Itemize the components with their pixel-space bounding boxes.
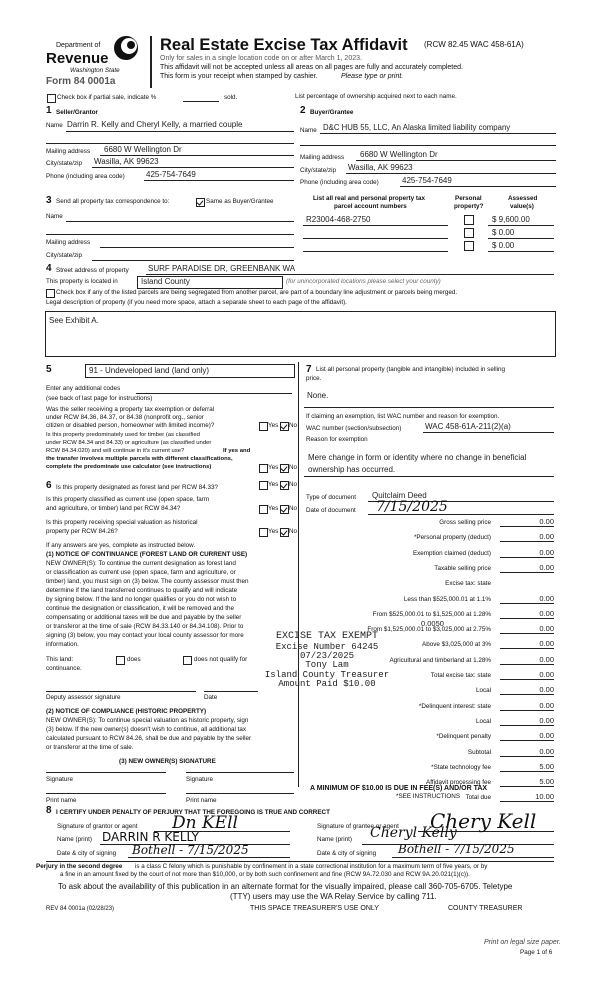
current-use-yes-label: Yes — [268, 505, 279, 512]
tax-row-value[interactable]: 0.00 — [539, 593, 554, 603]
reason-label: Reason for exemption — [306, 436, 368, 443]
grantor-print-name[interactable]: DARRIN R KELLY — [102, 830, 199, 844]
same-as-buyer-label: Same as Buyer/Grantee — [206, 198, 274, 205]
grantee-name-label: Name (print) — [317, 836, 352, 843]
timber-yes-label: Yes — [268, 464, 279, 471]
parcel-line-2 — [303, 238, 448, 239]
state-label: Washington State — [70, 67, 120, 74]
personal-property-checkbox-3[interactable] — [464, 241, 474, 251]
header-note-1: Only for sales in a single location code on or after March 1, 2023. — [160, 55, 362, 62]
footer-rule — [46, 861, 554, 862]
perjury-line-2: a fine in an amount fixed by the court of not more than $10,000, or by both such confinement and fine (RCW 9A.72.030 and RCW 9A.20.021(1)(c)). — [60, 871, 470, 878]
tax-row-label: Excise tax: state — [445, 580, 491, 588]
new-owner-print-name-label: Print name — [46, 797, 77, 804]
section-5-number: 5 — [46, 364, 52, 375]
tax-row-value[interactable]: 0.00 — [539, 670, 554, 679]
document-type-label: Type of document — [306, 494, 357, 501]
deputy-sig-line — [46, 691, 196, 692]
tax-row-label: Exemption claimed (deduct) — [412, 549, 491, 557]
tax-row-line — [500, 756, 554, 757]
new-owner-sig-line-2 — [186, 772, 294, 773]
tax-row-line — [500, 603, 554, 604]
unincorporated-note: (for unincorporated locations please select your county) — [286, 278, 441, 285]
grantee-print-name[interactable]: Cheryl Kelly — [370, 825, 457, 841]
current-use-question-1: Is this property classified as current use (open space, farm — [46, 496, 210, 503]
land-use-select[interactable] — [85, 364, 295, 378]
current-use-no-label: No — [289, 505, 298, 512]
perjury-line-1: is a class C felony which is punishable by confinement in a state correctional institution for a maximum term of five years, or by — [135, 863, 488, 870]
section-2-number: 2 — [300, 105, 306, 116]
exemption-no-checkbox[interactable] — [280, 422, 289, 431]
timber-no-checkbox[interactable] — [280, 464, 289, 473]
alt-format-line-1: To ask about the availability of this publication in an alternate format for the visually impaired, please call 360-705-6705. Teletype — [58, 882, 513, 891]
historic-question-2: property per RCW 84.26? — [46, 528, 118, 535]
tax-row-line — [500, 725, 554, 726]
stamp-line: EXCISE TAX EXEMPT — [275, 631, 379, 642]
form-number: Form 84 0001a — [46, 76, 116, 87]
buyer-mail-line — [356, 160, 556, 161]
tax-row-value[interactable]: 0.00 — [539, 639, 554, 649]
tax-row-value[interactable]: 0.00 — [539, 685, 554, 695]
tax-row-value[interactable]: 0.00 — [539, 624, 554, 634]
notice-continuance-line: or classification as current use (open space, farm and agriculture, or — [46, 569, 236, 576]
corr-mail-line — [100, 247, 294, 248]
tax-row-label: *Delinquent interest: state — [418, 702, 491, 710]
grantee-date-city[interactable]: Bothell - 7/15/2025 — [398, 842, 515, 856]
historic-yes-checkbox[interactable] — [259, 528, 268, 537]
stamp-line: Amount Paid $10.00 — [278, 679, 376, 690]
same-as-buyer-checkbox[interactable] — [196, 198, 205, 207]
parcel-header-1b: parcel account numbers — [334, 203, 407, 210]
tax-row-line — [500, 771, 554, 772]
seller-name-field[interactable]: Darrin R. Kelly and Cheryl Kelly, a married couple — [67, 120, 243, 129]
new-owner-signature-label-2: Signature — [186, 776, 213, 783]
buyer-phone-field[interactable]: 425-754-7649 — [402, 176, 452, 185]
section-7-number: 7 — [306, 364, 312, 375]
stamp-line: Island County Treasurer — [264, 669, 390, 680]
personal-property-label-2: price. — [306, 375, 322, 382]
wac-line — [423, 432, 554, 433]
grantor-signature[interactable]: Dn KEll — [172, 813, 238, 833]
notice-continuance-title: (1) NOTICE OF CONTINUANCE (FOREST LAND OR CURRENT USE) — [46, 551, 248, 558]
tax-row-value[interactable]: 0.00 — [539, 517, 554, 526]
exemption-no-label: No — [289, 422, 298, 429]
if-any-yes-note: If any answers are yes, complete as instructed below. — [46, 542, 196, 549]
new-owner-signature-title: (3) NEW OWNER(S) SIGNATURE — [119, 758, 216, 765]
tax-row-line — [500, 541, 554, 542]
new-owner-print-line-1 — [46, 793, 166, 794]
grantor-date-city[interactable]: Bothell - 7/15/2025 — [132, 843, 249, 857]
section-1-number: 1 — [46, 105, 52, 116]
partial-sale-label: Check box if partial sale, indicate % — [57, 94, 157, 101]
tax-row-label: Subtotal — [467, 748, 491, 756]
exemption-question-3: citizen or disabled person, homeowner with limited income)? — [46, 422, 215, 429]
local-rate-value: 0.0050 — [421, 619, 444, 628]
section-3-number: 3 — [46, 195, 52, 206]
corr-city-label: City/state/zip — [46, 252, 83, 259]
buyer-mail-field[interactable]: 6680 W Wellington Dr — [360, 150, 438, 159]
notice-continuance-line: continue the designation or classification, it will be removed and the — [46, 605, 234, 612]
grantee-date-label: Date & city of signing — [317, 850, 377, 857]
new-owner-print-line-2 — [186, 793, 294, 794]
notice-compliance-line: (3) below. If the new owner(s) doesn't wish to continue, all additional tax — [46, 726, 247, 733]
current-use-no-checkbox[interactable] — [280, 505, 289, 514]
tax-row-line — [500, 526, 554, 527]
wac-label: WAC number (section/subsection) — [306, 425, 402, 432]
stamp-line: Excise Number 64245 — [275, 641, 379, 652]
tax-row-value[interactable]: 0.00 — [539, 547, 554, 557]
personal-property-label: List all personal property (tangible and intangible) included in selling — [316, 366, 506, 373]
notice-compliance-title: (2) NOTICE OF COMPLIANCE (HISTORIC PROPERTY) — [46, 708, 207, 715]
excise-exempt-stamp — [242, 632, 412, 690]
see-instructions-note: *SEE INSTRUCTIONS — [396, 793, 461, 800]
timber-question-3: RCW 84.34.020) and will continue in it's current use? — [46, 448, 185, 454]
forest-question: Is this property designated as forest land per RCW 84.33? — [56, 484, 219, 491]
deputy-date-label: Date — [204, 694, 218, 701]
timber-question-bold: If yes and — [223, 448, 251, 454]
seller-city-label: City/state/zip — [46, 160, 83, 167]
corr-name-line — [66, 221, 294, 222]
tax-row-line — [500, 633, 554, 634]
correspondence-label: Send all property tax correspondence to: — [56, 198, 170, 205]
buyer-name-line-2 — [300, 145, 556, 146]
tax-row-label: Total excise tax: state — [430, 672, 491, 679]
located-in-label: This property is located in — [46, 278, 118, 285]
new-owner-print-name-label-2: Print name — [186, 797, 217, 804]
this-land-label: This land: — [46, 656, 74, 663]
tax-row-value[interactable]: 10.00 — [535, 792, 554, 802]
column-divider — [298, 362, 299, 787]
current-use-question-2: and agriculture, or timber) land per RCW 84.34? — [46, 505, 181, 512]
segregation-label: Check box if any of the listed parcels are being segregated from another parcel, are part of a boundary line adjustment or parcels being merged. — [56, 289, 458, 296]
revenue-logo-icon — [110, 34, 142, 62]
reason-line — [304, 476, 554, 477]
street-line — [146, 274, 554, 275]
land-does-checkbox[interactable] — [116, 656, 125, 665]
perjury-bold: Perjury in the second degree — [36, 863, 123, 870]
legal-desc-label: Legal description of property (if you need more space, attach a separate sheet to each page of the affidavit). — [46, 299, 347, 306]
new-owner-signature-label: Signature — [46, 776, 73, 783]
buyer-phone-label: Phone (including area code) — [300, 179, 379, 186]
timber-question-4: the transfer involves multiple parcels with different classifications, — [46, 456, 233, 462]
reason-text-2[interactable]: ownership has occurred. — [308, 465, 396, 474]
tax-row-line — [500, 664, 554, 665]
assessed-line-3 — [488, 251, 554, 252]
partial-pct-line — [183, 101, 219, 102]
header-divider — [150, 36, 152, 88]
parcel-header-2: Personal — [455, 195, 482, 202]
timber-question-5: complete the predominate use calculator (see instructions) — [46, 464, 212, 470]
sold-label: sold. — [224, 94, 238, 101]
grantor-date-line — [128, 857, 290, 858]
timber-yes-checkbox[interactable] — [259, 464, 268, 473]
tax-row-label: *Personal property (deduct) — [413, 534, 491, 542]
tax-row-value[interactable]: 0.00 — [539, 715, 554, 725]
historic-question-1: Is this property receiving special valuation as historical — [46, 519, 198, 526]
grantee-date-line — [392, 857, 554, 858]
tax-row-line — [500, 679, 554, 680]
stamp-line: 07/23/2025 — [299, 650, 354, 661]
seller-city-line — [92, 167, 294, 168]
form-title: Real Estate Excise Tax Affidavit — [160, 36, 408, 54]
tax-row-value[interactable]: 0.00 — [539, 562, 554, 572]
timber-question-1: Is this property predominately used for timber (as classified — [46, 432, 200, 438]
header-note-3: This form is your receipt when stamped by cashier. — [160, 73, 318, 80]
reason-text-1[interactable]: Mere change in form or identity where no change in beneficial — [308, 453, 527, 462]
dept-label: Department of — [56, 42, 101, 49]
doc-date-line — [368, 514, 554, 515]
tax-row-label: Local — [475, 687, 491, 695]
parcel-header-2b: property? — [454, 203, 484, 210]
buyer-heading: Buyer/Grantee — [310, 109, 354, 116]
tax-row-label: Gross selling price — [439, 519, 491, 526]
tax-row-label: Above $3,025,000 at 3% — [422, 641, 491, 649]
historic-yes-label: Yes — [268, 528, 279, 535]
parcel-line-1 — [303, 225, 448, 226]
tax-row-line — [500, 740, 554, 741]
grantor-signature-label: Signature of grantor or agent — [57, 823, 138, 830]
assessed-value-3[interactable]: $ 0.00 — [492, 241, 515, 250]
document-date-label: Date of document — [306, 507, 356, 514]
certification-statement: I CERTIFY UNDER PENALTY OF PERJURY THAT THE FOREGOING IS TRUE AND CORRECT — [56, 809, 330, 816]
forest-yes-checkbox[interactable] — [259, 481, 268, 490]
exemption-claim-label: If claiming an exemption, list WAC number and reason for exemption. — [306, 413, 500, 420]
tax-row-value[interactable]: 0.00 — [539, 608, 554, 618]
segregation-checkbox[interactable] — [46, 289, 55, 298]
exemption-yes-checkbox[interactable] — [259, 422, 268, 431]
partial-sale-checkbox[interactable] — [47, 94, 56, 103]
tax-row-label: Taxable selling price — [434, 564, 491, 572]
historic-no-checkbox[interactable] — [280, 528, 289, 537]
grantor-name-label: Name (print) — [57, 836, 92, 843]
notice-continuance-line: timber) land, you must sign on (3) below. The county assessor must then — [46, 578, 249, 585]
legal-size-note: Print on legal size paper. — [484, 939, 561, 946]
parcel-header-3b: value(s) — [510, 203, 534, 210]
seller-mail-line — [100, 155, 294, 156]
corr-city-line — [92, 260, 294, 261]
land-does-not-checkbox[interactable] — [183, 656, 192, 665]
page-number: Page 1 of 6 — [520, 949, 553, 956]
tax-row-line — [500, 557, 554, 558]
tax-row-value[interactable]: 5.00 — [539, 777, 554, 787]
tax-row-value[interactable]: 0.00 — [539, 654, 554, 664]
notice-continuance-line: signing (3) below, you may contact your local county assessor for more — [46, 632, 244, 639]
parcel-line-3 — [303, 251, 448, 252]
revision-number: REV 84 0001a (02/28/23) — [46, 906, 115, 912]
land-use-value: 91 - Undeveloped land (land only) — [89, 366, 210, 375]
assessed-line-2 — [488, 238, 554, 239]
buyer-name-label: Name — [300, 127, 317, 134]
tax-row-value[interactable]: 0.00 — [539, 532, 554, 542]
exemption-question-2: under RCW 84.36, 84.37, or 84.38 (nonprofit org., senior — [46, 414, 204, 421]
tax-row-line — [500, 648, 554, 649]
document-date-field[interactable]: 7/15/2025 — [376, 499, 448, 515]
tax-row-label: Local — [475, 717, 491, 725]
legal-description-box[interactable] — [45, 311, 556, 357]
assessed-line-1 — [488, 225, 554, 226]
seller-city-field[interactable]: Wasilla, AK 99623 — [94, 157, 159, 166]
assessed-value-2[interactable]: $ 0.00 — [492, 228, 515, 237]
tax-row-label: *Delinquent penalty — [436, 733, 491, 741]
seller-mail-field[interactable]: 6680 W Wellington Dr — [104, 145, 182, 154]
grantor-date-label: Date & city of signing — [57, 850, 117, 857]
forest-no-label: No — [289, 481, 298, 488]
additional-codes-label: Enter any additional codes — [46, 385, 121, 392]
county-select[interactable] — [137, 276, 283, 289]
document-type-field[interactable]: Quitclaim Deed — [372, 491, 427, 500]
current-use-yes-checkbox[interactable] — [259, 505, 268, 514]
stamp-line: Tony Lam — [305, 660, 349, 671]
form-rcw: (RCW 82.45 WAC 458-61A) — [424, 40, 524, 49]
tax-row-value[interactable]: 0.00 — [539, 746, 554, 756]
tax-row-label: From $525,000.01 to $1,525,000 at 1.28% — [372, 610, 491, 618]
timber-no-label: No — [289, 464, 298, 471]
corr-name-line-2 — [46, 234, 294, 235]
notice-continuance-line: compensating or additional taxes will be due and payable by the seller — [46, 614, 242, 621]
tax-row-label: Affidavit processing fee — [426, 779, 491, 787]
county-treasurer-label: COUNTY TREASURER — [448, 905, 523, 912]
tax-row-label: Agricultural and timberland at 1.28% — [389, 656, 491, 664]
tax-row-line — [500, 618, 554, 619]
seller-phone-field[interactable]: 425-754-7649 — [146, 170, 196, 179]
codes-line — [136, 393, 292, 394]
corr-name-label: Name — [46, 213, 63, 220]
new-owner-sig-line-1 — [46, 772, 166, 773]
corr-mail-label: Mailing address — [46, 239, 91, 246]
buyer-city-line — [346, 173, 556, 174]
buyer-phone-line — [400, 186, 556, 187]
tax-row-value[interactable]: 0.00 — [539, 700, 554, 710]
seller-name-line — [66, 131, 294, 132]
personal-property-checkbox-1[interactable] — [464, 215, 474, 225]
seller-phone-line — [144, 180, 294, 181]
seller-heading: Seller/Grantor — [56, 109, 98, 116]
land-does-label: does — [127, 656, 141, 663]
tax-row-value[interactable]: 0.00 — [539, 731, 554, 741]
tax-row-label: From $1,525,000.01 to $3,025,000 at 2.75% — [367, 626, 491, 634]
exemption-yes-label: Yes — [268, 422, 279, 429]
forest-no-checkbox[interactable] — [280, 481, 289, 490]
grantee-signature-label: Signature of grantee or agent — [317, 823, 399, 830]
parcel-header-3: Assessed — [508, 195, 538, 202]
tax-row-label: Total due — [465, 794, 491, 802]
assessed-value-1[interactable]: $ 9,600.00 — [492, 215, 530, 224]
notice-compliance-line: or transferor at the time of sale. — [46, 744, 134, 751]
tax-row-line — [500, 801, 554, 802]
land-does-not-label: does not qualify for — [194, 656, 248, 663]
tax-row-line — [500, 572, 554, 573]
parcel-number-1[interactable]: R23004-468-2750 — [306, 215, 371, 224]
legal-description-text: See Exhibit A. — [49, 316, 99, 325]
notice-continuance-line: NEW OWNER(S): To continue the current designation as forest land — [46, 560, 236, 567]
buyer-mail-label: Mailing address — [300, 154, 345, 161]
tax-row-value[interactable]: 5.00 — [539, 761, 554, 771]
parcel-header-1: List all real and personal property tax — [313, 195, 425, 202]
timber-question-2: under RCW 84.34 and 84.33) or agriculture (as classified under — [46, 440, 212, 446]
list-pct-note: List percentage of ownership acquired next to each name. — [295, 93, 457, 100]
buyer-city-label: City/state/zip — [300, 167, 337, 174]
buyer-name-line — [320, 133, 556, 134]
personal-property-checkbox-2[interactable] — [464, 228, 474, 238]
street-field[interactable]: SURF PARADISE DR, GREENBANK WA — [148, 264, 296, 273]
notice-continuance-line: information. — [46, 641, 79, 648]
revenue-wordmark: Revenue — [46, 50, 109, 67]
wac-field[interactable]: WAC 458-61A-211(2)(a) — [425, 422, 511, 431]
notice-continuance-line: or transferor at the time of sale (RCW 84.33.140 or 84.34.108). Prior to — [46, 623, 244, 630]
minimum-due-note: A MINIMUM OF $10.00 IS DUE IN FEE(S) AND/OR TAX — [310, 785, 488, 792]
tax-row-label: *State technology fee — [431, 763, 491, 771]
treasurer-use-label: THIS SPACE TREASURER'S USE ONLY — [250, 905, 379, 912]
section-8-number: 8 — [46, 805, 52, 816]
buyer-name-field[interactable]: D&C HUB 55, LLC, An Alaska limited liability company — [323, 123, 511, 132]
forest-yes-label: Yes — [268, 481, 279, 488]
tax-row-line — [500, 786, 554, 787]
county-value: Island County — [141, 277, 190, 286]
alt-format-line-2: (TTY) users may use the WA Relay Service by calling 711. — [230, 892, 437, 901]
seller-name-line-2 — [46, 143, 294, 144]
seller-mail-label: Mailing address — [46, 148, 91, 155]
historic-no-label: No — [289, 528, 298, 535]
personal-property-line — [304, 407, 554, 408]
personal-property-field[interactable]: None. — [307, 391, 329, 400]
notice-continuance-line: by signing below. If the land no longer qualifies or you do not wish to — [46, 596, 237, 603]
notice-compliance-line: calculated pursuant to RCW 84.26, shall be due and payable by the seller — [46, 735, 252, 742]
notice-compliance-line: NEW OWNER(S): To continue special valuation as historic property, sign — [46, 717, 249, 724]
header-note-3b: Please type or print. — [341, 73, 404, 80]
seller-name-label: Name — [46, 122, 63, 129]
codes-note: (see back of last page for instructions) — [46, 395, 153, 402]
buyer-city-field[interactable]: Wasilla, AK 99623 — [348, 163, 413, 172]
exemption-question-1: Was the seller receiving a property tax exemption or deferral — [46, 406, 215, 413]
tax-row-line — [500, 710, 554, 711]
seller-phone-label: Phone (including area code) — [46, 173, 125, 180]
section-6-number: 6 — [46, 480, 52, 491]
header-note-2: This affidavit will not be accepted unless all areas on all pages are fully and accurately completed. — [160, 64, 463, 71]
tax-row-line — [500, 694, 554, 695]
street-label: Street address of property — [56, 267, 129, 274]
notice-continuance-line: determine if the land transferred continues to qualify and will indicate — [46, 587, 238, 594]
tax-row-label: Less than $525,000.01 at 1.1% — [403, 595, 491, 603]
deputy-signature-label: Deputy assessor signature — [46, 694, 121, 701]
deputy-date-line — [204, 691, 258, 692]
continuance-label: continuance. — [46, 665, 82, 672]
grantee-signature[interactable]: Chery Kell — [430, 809, 537, 833]
section-4-number: 4 — [46, 263, 52, 274]
